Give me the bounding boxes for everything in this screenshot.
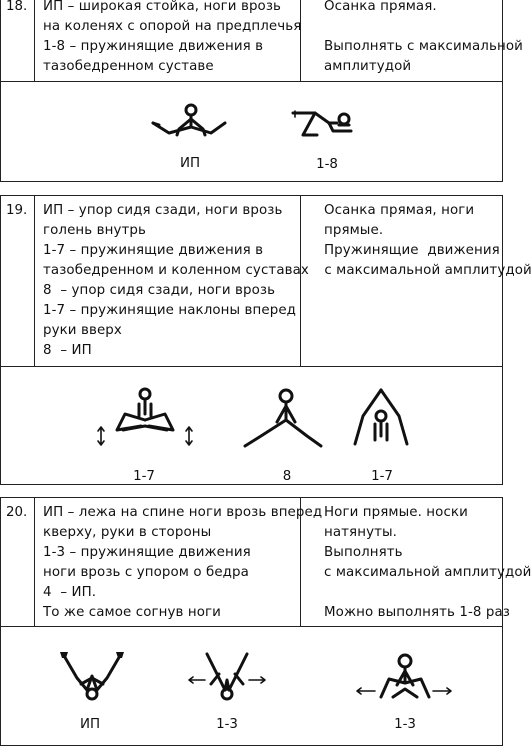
exercise-number: 18. [6,0,28,14]
description-line: 1-3 – пружинящие движения [43,545,251,560]
notes-line: с максимальной амплитудой [320,263,532,278]
description-line: 8 – ИП [43,343,92,358]
description-line: ноги врозь с упором о бедра [43,565,249,580]
exercise-number: 20. [6,505,28,520]
description-line: ИП – упор сидя сзади, ноги врозь [43,203,283,218]
notes-line: с максимальной амплитудой [324,565,532,580]
description-line: тазобедренном и коленном суставах [43,263,309,278]
forearm-support-figure [289,105,359,145]
description-line: 4 – ИП. [43,585,97,600]
description-line: 1-8 – пружинящие движения в [43,39,264,54]
description-line: ИП – лежа на спине ноги врозь вперед [43,505,323,520]
notes-line: Можно выполнять 1-8 раз [324,605,510,620]
notes-line: прямые. [324,223,384,238]
description-line: ИП – широкая стойка, ноги врозь [43,0,282,14]
number-column-divider [34,196,35,366]
lying-legs-apart-figure [57,650,127,702]
number-column-divider [34,0,35,81]
description-line: 1-7 – пружинящие движения в [43,243,264,258]
notes-line: Осанка прямая. [324,0,437,14]
figure-caption: 1-3 [394,717,416,732]
description-line: 8 – упор сидя сзади, ноги врозь [43,283,276,298]
figure-caption: ИП [179,156,201,171]
figure-row-divider [1,366,502,367]
exercise-18-block [0,0,523,182]
exercise-number: 19. [6,203,28,218]
description-line: на коленях с опорой на предплечья [43,19,302,34]
figure-caption: ИП [79,717,101,732]
description-line: То же самое согнув ноги [43,605,221,620]
figure-row-divider [1,626,502,627]
figure-caption: 1-3 [216,717,238,732]
figure-caption: 1-8 [316,157,338,172]
seated-butterfly-figure [93,386,198,446]
notes-line: Выполнять [324,545,403,560]
figure-row-divider [1,81,502,82]
number-column-divider [34,498,35,626]
notes-line: Выполнять с максимальной [324,39,523,54]
notes-line: натянуты. [324,525,398,540]
notes-line: амплитудой [324,59,412,74]
figure-caption: 1-7 [371,469,393,484]
notes-column-divider [300,196,301,366]
description-line: 1-7 – пружинящие наклоны вперед [43,303,297,318]
notes-line: Пружинящие движения [324,243,500,258]
bent-legs-press-figure [353,653,453,705]
description-line: кверху, руки в стороны [43,525,212,540]
description-line: тазобедренном суставе [43,59,214,74]
description-line: руки вверх [43,323,122,338]
notes-line: Осанка прямая, ноги [324,203,475,218]
description-line: голень внутрь [43,223,146,238]
notes-column-divider [300,0,301,81]
notes-line: Ноги прямые. носки [324,505,468,520]
exercise-19-block [0,195,532,485]
legs-apart-press-figure [185,650,270,702]
figure-caption: 1-7 [133,469,155,484]
seated-straddle-figure [241,388,326,448]
kneeling-wide-stance-figure [149,103,229,143]
exercise-20-block [0,497,532,746]
forward-bend-arms-up-figure [349,386,414,448]
figure-caption: 8 [282,469,292,484]
